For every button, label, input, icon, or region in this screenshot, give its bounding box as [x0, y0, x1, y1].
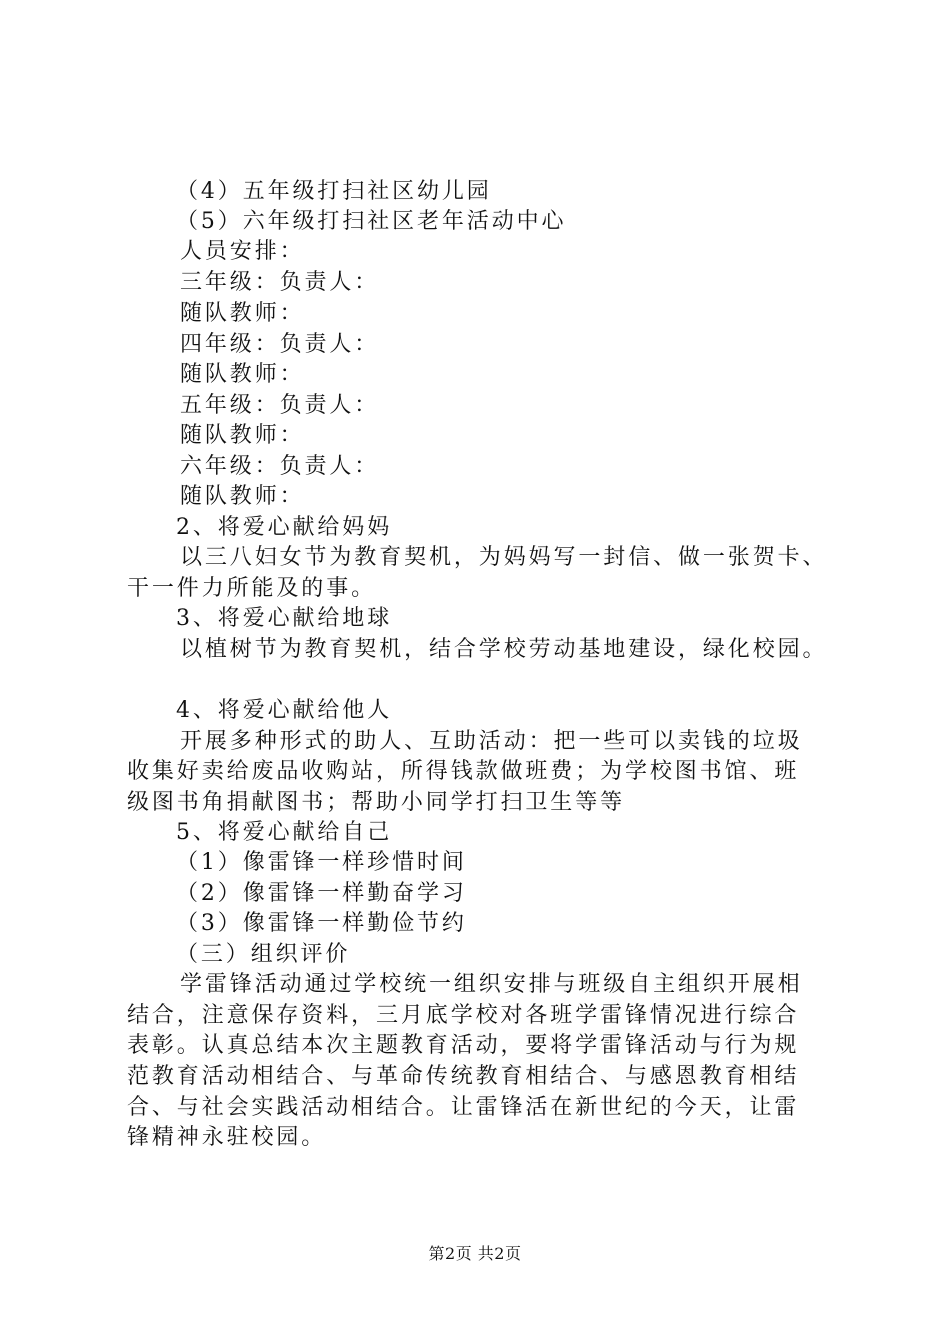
section-heading: （三）组织评价 [176, 942, 351, 967]
text-line: 锋精神永驻校园。 [127, 1125, 327, 1150]
text-line: 随队教师： [180, 301, 305, 326]
text-line: 合、与社会实践活动相结合。让雷锋活在新世纪的今天，让雷 [127, 1095, 800, 1120]
text-line: 四年级：负责人： [180, 332, 380, 357]
text-line: 随队教师： [180, 362, 305, 387]
text-line: 随队教师： [180, 484, 305, 509]
text-line: 以植树节为教育契机，结合学校劳动基地建设，绿化校园。 [180, 637, 828, 662]
text-line: 干一件力所能及的事。 [127, 576, 377, 601]
text-line: 表彰。认真总结本次主题教育活动，要将学雷锋活动与行为规 [127, 1033, 800, 1058]
section-heading: 3、将爱心献给地球 [176, 606, 393, 631]
text-line: 五年级：负责人： [180, 393, 380, 418]
text-line: 开展多种形式的助人、互助活动：把一些可以卖钱的垃圾 [180, 729, 803, 754]
text-line: 收集好卖给废品收购站，所得钱款做班费；为学校图书馆、班 [127, 759, 800, 784]
text-line: 级图书角捐献图书；帮助小同学打扫卫生等等 [127, 790, 626, 815]
text-line: （1）像雷锋一样珍惜时间 [176, 850, 467, 875]
text-line: （4）五年级打扫社区幼儿园 [176, 179, 492, 204]
text-line: 随队教师： [180, 423, 305, 448]
text-line: 学雷锋活动通过学校统一组织安排与班级自主组织开展相 [180, 972, 803, 997]
text-line: 三年级：负责人： [180, 270, 380, 295]
text-line: 人员安排： [180, 239, 305, 264]
text-line: 以三八妇女节为教育契机，为妈妈写一封信、做一张贺卡、 [180, 545, 828, 570]
section-heading: 4、将爱心献给他人 [176, 698, 393, 723]
text-line: （5）六年级打扫社区老年活动中心 [176, 209, 567, 234]
text-line: 范教育活动相结合、与革命传统教育相结合、与感恩教育相结 [127, 1064, 800, 1089]
page-number-footer: 第2页 共2页 [428, 1244, 522, 1263]
text-line: 结合，注意保存资料，三月底学校对各班学雷锋情况进行综合 [127, 1003, 800, 1028]
section-heading: 2、将爱心献给妈妈 [176, 515, 393, 540]
text-line: 六年级：负责人： [180, 454, 380, 479]
section-heading: 5、将爱心献给自己 [176, 820, 393, 845]
text-line: （2）像雷锋一样勤奋学习 [176, 881, 467, 906]
text-line: （3）像雷锋一样勤俭节约 [176, 911, 467, 936]
